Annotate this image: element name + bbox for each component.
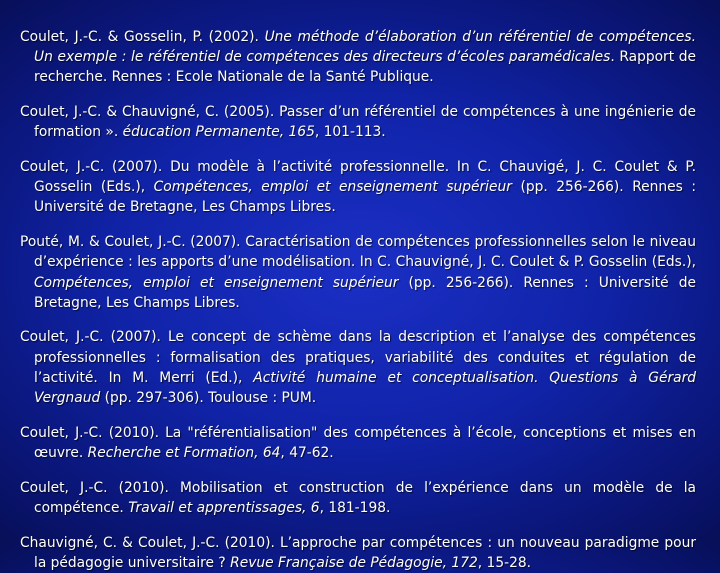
reference-text: , 181-198. [319,499,391,516]
reference-text: (pp. 297-306). Toulouse : PUM. [100,390,317,407]
reference-text: Coulet, J.-C. & Gosselin, P. (2002). [20,29,265,45]
reference-text: , 15-28. [477,554,532,571]
reference-title: Une méthode d’élaboration d’un référentiel de compétences. Un exemple : le référentiel de compétences des directeurs d’écoles paramédicales [34,29,696,66]
reference-text: , 47-62. [280,444,334,461]
reference-text: , 101-113. [314,124,386,141]
reference-item [20,478,696,518]
reference-item [20,157,696,218]
reference-item [20,327,696,408]
reference-text: (pp. 256-266). Rennes : Université de Bretagne, Les Champs Libres. [34,179,696,216]
reference-text: Pouté, M. & Coulet, J.-C. (2007). Caractérisation de compétences professionnelles selon le niveau d’expérience : les apports d’une modélisation. In C. Chauvigné, J. C. Coulet & P. Gosselin (Eds.), [20,234,696,271]
reference-item [20,533,696,573]
reference-text: . Rapport de recherche. Rennes : Ecole Nationale de la Santé Publique. [34,49,696,86]
reference-title: Travail et apprentissages, 6 [128,499,320,516]
reference-item [20,27,696,88]
reference-text: Chauvigné, C. & Coulet, J.-C. (2010). L’approche par compétences : un nouveau paradigme pour la pédagogie universitaire ? [20,534,696,571]
reference-text: (pp. 256-266). Rennes : Université de Bretagne, Les Champs Libres. [34,274,696,311]
reference-title: éducation Permanente, 165 [122,124,315,141]
reference-title: Activité humaine et conceptualisation. Questions à Gérard Vergnaud [34,369,697,407]
reference-item [20,232,696,313]
reference-item [20,102,696,142]
reference-text: Coulet, J.-C. & Chauvigné, C. (2005). Passer d’un référentiel de compétences à une ingénierie de formation ». [20,104,696,141]
reference-text: Coulet, J.-C. (2010). La "référentialisation" des compétences à l’école, conceptions et mises en œuvre. [20,424,696,461]
reference-text: Coulet, J.-C. (2007). Le concept de schème dans la description et l’analyse des compétences professionnelles : formalisation des pratiques, variabilité des conduites et régulation de l’activité. In M. Merri (Ed.), [20,329,696,386]
reference-title: Recherche et Formation, 64 [87,444,281,461]
reference-title: Compétences, emploi et enseignement supérieur [153,179,512,196]
reference-text: Coulet, J.-C. (2007). Du modèle à l’activité professionnelle. In C. Chauvigé, J. C. Coulet & P. Gosselin (Eds.), [20,159,696,196]
reference-title: Compétences, emploi et enseignement supérieur [34,274,399,291]
reference-item [20,423,696,463]
reference-title: Revue Française de Pédagogie, 172 [230,554,478,571]
reference-text: Coulet, J.-C. (2010). Mobilisation et construction de l’expérience dans un modèle de la compétence. [20,479,696,516]
